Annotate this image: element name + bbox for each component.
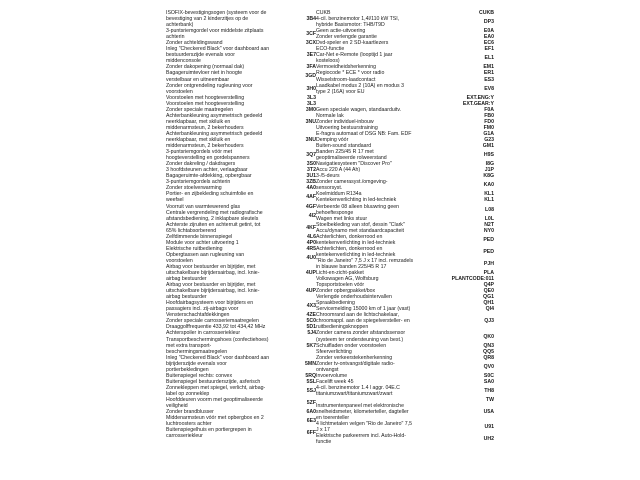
- option-description: Inleg "Checkered Black" voor dashboard aan bestuurderszijde evenals voor middenconsole: [166, 46, 270, 65]
- option-code: 5SL: [306, 378, 316, 385]
- option-code: SA0: [483, 378, 494, 385]
- option-code: EXT.ENG:Y: [466, 94, 494, 101]
- option-description: Bagageruimte-afdekking, opbergbaar: [166, 173, 252, 180]
- option-description: Voorstoelen met hoogteverstelling: [166, 100, 245, 107]
- option-row: [166, 264, 316, 282]
- option-code: 5RQ: [305, 372, 316, 379]
- option-description: Uitvoering bestuurstraining: [316, 124, 378, 131]
- option-code: PED: [483, 248, 494, 255]
- option-description: Zonder achteldingswand: [166, 40, 223, 47]
- option-code: 3FA: [306, 64, 316, 71]
- option-code: 5SJ: [306, 387, 316, 394]
- option-description: Achterlichten, donkerrood en kentekenverlichting in led-techniek: [316, 245, 396, 258]
- option-code: 4UP: [305, 288, 316, 295]
- option-code: 3GD: [305, 73, 316, 80]
- option-code: 4I2: [308, 212, 316, 219]
- option-code: QN3: [483, 342, 494, 349]
- option-description: Achterbankleuning asymmetrisch gedeeld neerklapbaar, met skiluik en middenarmsteun, 2 bekerhouders: [166, 130, 263, 150]
- option-row: [166, 210, 316, 222]
- option-code: F0A: [484, 106, 494, 113]
- option-code: PJH: [483, 260, 494, 267]
- option-code: ER1: [483, 70, 494, 77]
- option-description: Achterbankleuning asymmetrisch gedeeld neerklapbaar, met skiluik en middenarmsteun, 2 bekerhouders: [166, 112, 263, 131]
- option-description: Opbergtassen aan rugleuning van voorstoelen: [166, 251, 245, 264]
- option-code: UH2: [483, 436, 494, 443]
- option-description: 3 hoofdsteunen achter, verlaagbaar: [166, 167, 248, 174]
- option-code: QV0: [483, 363, 494, 370]
- option-code: L08: [485, 206, 494, 213]
- option-code: NY0: [483, 227, 494, 234]
- option-row: [316, 52, 494, 64]
- option-row: [316, 330, 494, 342]
- option-row: [166, 385, 316, 397]
- option-description: Zelfdimmende binnenspiegel: [166, 233, 233, 240]
- option-description: Koelmiddum R134a: [316, 191, 362, 198]
- option-description: Achterspoiler in carrosseriekleur: [166, 330, 241, 337]
- option-description: 4-cil. benzinemotor 1,4l/110 kW TSI, hybride Basismotor: THB/T9D: [316, 16, 400, 29]
- option-row: [316, 234, 494, 246]
- option-description: Buitenspiegel rechts: convex: [166, 372, 233, 379]
- option-row: [166, 427, 316, 439]
- option-code: G1A: [483, 130, 494, 137]
- option-code: FB0: [484, 112, 494, 119]
- option-code: 3E7: [306, 52, 316, 59]
- option-code: 4GF: [305, 203, 316, 210]
- option-description: 3-puntsriemgordels vóór met hoogteverstelling en gordelspanners: [166, 149, 250, 162]
- option-description: Zonder verlengde garantie: [316, 34, 377, 41]
- option-code: K8G: [483, 173, 494, 180]
- option-description: Zonder individuel-inbouw: [316, 118, 374, 125]
- option-description: Servicemelding 15000 km of 1 jaar (vast): [316, 306, 411, 313]
- option-description: Geen speciale wagen, standaarduitv.: [316, 106, 401, 113]
- option-code: S0C: [483, 372, 494, 379]
- option-code: 4U0: [306, 254, 316, 261]
- option-row: [166, 113, 316, 131]
- option-code: 4L6: [307, 233, 316, 240]
- option-description: E-fragra automaat of DSG NB: Fam. EDF: [316, 130, 412, 137]
- option-row: [166, 83, 316, 95]
- option-description: ISOFIX-bevestigingsogen (systeem voor de bevestiging van 2 kinderzitjes op de achterbank): [166, 10, 267, 29]
- option-code: 3NU: [305, 118, 316, 125]
- option-code: 6A0: [306, 409, 316, 416]
- option-description: Zonder dakopening (normaal dak): [166, 64, 245, 71]
- option-code: J1P: [484, 167, 494, 174]
- option-description: Verlengde onderhoudsintervallen: [316, 294, 392, 301]
- option-row: [166, 282, 316, 300]
- option-code: 3U1: [306, 173, 316, 180]
- option-description: Voorstoelen met hoogteverstelling: [166, 94, 245, 101]
- option-code: QH1: [483, 300, 494, 307]
- option-code: EXT.GEAR:Y: [462, 100, 494, 107]
- option-description: Regiocode * ECE * voor radio: [316, 70, 385, 77]
- option-description: Navigatiesysteem "Discover Pro": [316, 161, 392, 168]
- option-code: 4A0: [306, 185, 316, 192]
- option-code: 3Q7: [306, 152, 316, 159]
- option-row: [316, 385, 494, 397]
- option-code: G23: [484, 136, 494, 143]
- option-code: L0L: [484, 215, 494, 222]
- option-description: Elektrische parkeerrem incl. Auto-Hold- functie: [316, 433, 406, 446]
- option-code: QI4: [485, 306, 494, 313]
- option-row: [166, 28, 316, 40]
- option-code: 5K7: [306, 342, 316, 349]
- option-row: [166, 70, 316, 82]
- option-description: Zonnekleppen met spiegel, verlicht, airbag- label op zonneklep: [166, 384, 266, 397]
- option-description: 3-puntsriemgordels achterin: [166, 179, 231, 186]
- option-description: Centrale vergrendeling met radiografische afstandsbediening, 2 inklapbare sleutels: [166, 209, 263, 222]
- option-code: 3H0: [306, 85, 316, 92]
- option-description: Volkswagen AG, Wolfsburg: [316, 276, 379, 283]
- option-description: Draaggolffrequentie 433,92 tot 434,42 MHz: [166, 324, 266, 331]
- option-row: [316, 246, 494, 258]
- option-code: 5ZF: [306, 400, 316, 407]
- option-code: 4R5: [306, 245, 316, 252]
- option-row: [166, 355, 316, 373]
- option-row: [166, 149, 316, 161]
- option-description: Car-Net e-Remote (looptijd 1 jaar kosteloos): [316, 52, 393, 65]
- option-code: 5C0: [306, 318, 316, 325]
- option-code: 3CX: [305, 40, 316, 47]
- option-row: [166, 191, 316, 203]
- option-row: [316, 149, 494, 161]
- option-row: [166, 415, 316, 427]
- option-description: "Rio de Janeiro" 7,5 J x 17 incl. remzadels in blauwe banden 225/45 R 17: [316, 257, 414, 270]
- option-description: Middenarmsteun vóór met opbergbox en 2 luchtroosters achter: [166, 415, 264, 428]
- option-code: EF1: [484, 46, 494, 53]
- option-code: 3T2: [307, 167, 316, 174]
- option-description: 3-/5-deurs: [316, 173, 340, 180]
- option-code: 4KF: [306, 224, 316, 231]
- option-row: [316, 361, 494, 373]
- option-row: [316, 403, 494, 421]
- option-code: H9S: [483, 152, 494, 159]
- option-code: U5A: [483, 409, 494, 416]
- option-code: CUKB: [479, 10, 494, 16]
- option-description: Buitenspiegelhuis en portiergrepen in carrosseriekleur: [166, 427, 252, 440]
- option-description: Zonder brandblusser: [166, 409, 214, 416]
- option-row: [166, 222, 316, 234]
- option-description: Banden 225/45 R 17 met geoptimaliseerde rolweerstand: [316, 149, 387, 162]
- option-code: 3L3: [307, 100, 316, 107]
- option-code: GM1: [482, 143, 494, 150]
- option-description: Airbag voor bestuurder en bijrijder, met uitschakelbare bijrijdersairbag, incl. knie- airbag bestuurder: [166, 263, 260, 283]
- option-description: ECO-functie: [316, 46, 345, 53]
- option-code: QG1: [483, 294, 494, 301]
- option-description: 3-puntsriemgordel voor middelste zitplaats achterin: [166, 28, 264, 41]
- option-description: Hoofddeuren voorm met geoptimaliseerde veiligheid: [166, 397, 263, 410]
- option-code: PED: [483, 236, 494, 243]
- option-code: TH8: [484, 387, 494, 394]
- option-description: CUKB: [316, 10, 331, 16]
- option-code: Q4P: [483, 282, 494, 289]
- option-row: [166, 46, 316, 64]
- option-code: 4AF: [306, 194, 316, 201]
- option-code: I8G: [485, 161, 494, 168]
- option-description: Zonder ontgrendeling rugleuning voor voorstoelen: [166, 82, 253, 95]
- option-description: Geen actie-uitvoering: [316, 28, 366, 35]
- option-description: Chroomrand aan de lichtschakelaar, chroomappl. aan de spiegelversteller- en ruitbedieningsknoppen: [316, 312, 410, 331]
- option-code: KL1: [484, 191, 494, 198]
- option-description: Elektrische ruitbediening: [166, 245, 223, 252]
- option-description: Kentekenverlichting in led-techniek: [316, 197, 397, 204]
- option-description: Module voor achter uitvoering 1: [166, 239, 239, 246]
- option-description: Demping vóór: [316, 136, 349, 143]
- option-description: Portier- en zijbekleding schuimfolie en weefsel: [166, 191, 254, 204]
- option-code: EC6: [483, 40, 494, 47]
- option-code: KL1: [484, 197, 494, 204]
- option-description: Instrumentenpaneel met elektronische snelheidsmeter, kilometerteller, dagteller en toerenteller: [316, 403, 409, 422]
- option-code: 5MN: [305, 360, 316, 367]
- option-description: Buitenspiegel bestuurderszijde, asferisch: [166, 378, 261, 385]
- option-code: FD0: [484, 118, 494, 125]
- option-code: PLANTCODE:011: [451, 276, 494, 283]
- option-description: 4-cil. benzinemotor 1.4 l aggr. 04E.C titaniumzwart/titaniumzwart/zwart: [316, 384, 400, 397]
- option-description: 4 lichtmetalen velgen "Rio de Janeiro" 7,5 J x 17: [316, 421, 412, 434]
- option-code: 3CF: [306, 31, 316, 38]
- option-row: [316, 204, 494, 216]
- option-description: Zonder speciale carrosseriemaatregelen: [166, 318, 259, 325]
- options-column-right: [316, 10, 494, 445]
- option-description: Airbag voor bestuurder en bijrijder, met uitschakelbare bijrijdersairbag, incl. knie- airbag bestuurder: [166, 282, 260, 301]
- option-code: FM0: [483, 124, 494, 131]
- option-description: Spraakbediening: [316, 300, 355, 307]
- option-description: Licht-en-zicht-pakket: [316, 270, 364, 277]
- option-description: Topsportstoelen vóór: [316, 282, 365, 289]
- option-code: EA0: [483, 34, 494, 41]
- option-row: [166, 300, 316, 312]
- option-code: QQ5: [483, 348, 494, 355]
- option-description: Buiten-sound standaard: [316, 143, 372, 150]
- option-code: 4UP: [305, 270, 316, 277]
- option-code: EM1: [483, 64, 494, 71]
- option-code: KA0: [483, 182, 494, 189]
- option-description: Zonder verkeerstekenherkenning: [316, 354, 393, 361]
- option-description: Voorruit van warmtewerend glas: [166, 203, 241, 210]
- option-description: Zonder camera zonder afstandssensor (systeem ter ondersteuning van best.): [316, 330, 406, 343]
- option-description: Dvd-speler en 2 SD-kaartlezers: [316, 40, 389, 47]
- option-code: EV8: [484, 85, 494, 92]
- option-code: QR8: [483, 354, 494, 361]
- option-description: Inleg "Checkered Black" voor dashboard aan bijrijderszijde evenals voor portierbekledingen: [166, 354, 270, 373]
- option-code: QJ3: [484, 318, 494, 325]
- option-code: 3M0: [305, 106, 316, 113]
- option-description: Sfeerverlichting: [316, 348, 352, 355]
- option-code: E0A: [483, 28, 494, 35]
- option-code: PLA: [483, 270, 494, 277]
- option-description: Verbeerde 08 alleen bluuwring geen behoeftesponge: [316, 203, 400, 216]
- option-description: Zonder stoelverwarming: [166, 185, 222, 192]
- option-row: [166, 337, 316, 355]
- option-description: Achterlichten, donkerrood en kentekenverlichting in led-techniek: [316, 233, 396, 246]
- option-code: 6FF: [306, 430, 316, 437]
- option-code: QK0: [483, 333, 494, 340]
- option-description: Accu 220 A (44 Ah): [316, 167, 361, 174]
- option-code: 4ZE: [306, 312, 316, 319]
- option-row: [166, 252, 316, 264]
- option-row: [166, 10, 316, 28]
- option-row: [316, 83, 494, 95]
- option-description: Achterste zijruiten en achterruit getint, tot 65% lichtabsorberend: [166, 221, 261, 234]
- option-description: Bagageruimtevloer niet in hoogte verstelbaar en uitneembaar: [166, 70, 243, 83]
- option-code: 3L3: [307, 94, 316, 101]
- option-description: Facelift week 45: [316, 378, 354, 385]
- option-code: 3NU: [305, 136, 316, 143]
- option-code: QE0: [483, 288, 494, 295]
- option-description: Schuifladen onder voorstoelen: [316, 342, 387, 349]
- option-row: [166, 397, 316, 409]
- option-description: Invoervolume: [316, 372, 348, 379]
- option-row: [166, 131, 316, 149]
- option-code: 3S0: [306, 161, 316, 168]
- option-row: [316, 258, 494, 270]
- option-code: 4P0: [306, 239, 316, 246]
- option-description: Zonder camerasyst./omgeving- sensorsyst.: [316, 179, 388, 192]
- option-description: Accu/dynamo met standaardcapaciteit: [316, 227, 404, 234]
- option-description: Zonder speciale maatregelen: [166, 106, 234, 113]
- option-code: DP3: [483, 19, 494, 26]
- option-row: [316, 421, 494, 433]
- option-description: Zonder opbergpakket/box: [316, 288, 376, 295]
- option-code: 3ZB: [306, 179, 316, 186]
- option-description: Stoelbekleding van stof, dessin "Clark": [316, 221, 405, 228]
- option-code: U91: [484, 424, 494, 431]
- option-code: 5D1: [306, 324, 316, 331]
- option-description: Vensterschachtafdekkingen: [166, 312, 230, 319]
- option-description: Wisselstroom-laadcontact: [316, 76, 376, 83]
- option-code: 6E3: [306, 418, 316, 425]
- option-code: 3B4: [306, 16, 316, 23]
- option-description: Transportbeschermingshoes (confectiehoes) met extra transport- beschermingsmaatregelen: [166, 336, 269, 355]
- option-row: [316, 179, 494, 191]
- option-description: Vermoeidheidsherkenning: [316, 64, 376, 71]
- option-description: Hoofdairbagsysteem voor bijrijders en passagiers incl. zij-airbags voor: [166, 300, 254, 313]
- option-description: Laadkabel modus 2 (10A) en modus 3 type 2 (16A) voor EU: [316, 82, 404, 95]
- option-row: [316, 312, 494, 330]
- option-code: 5J4: [307, 330, 316, 337]
- option-code: N2T: [484, 221, 494, 228]
- option-description: Zonder tv-ontvangst/digitale radio- ontvangst: [316, 360, 395, 373]
- option-code: ES3: [484, 76, 494, 83]
- option-code: 4X3: [306, 303, 316, 310]
- option-row: [316, 433, 494, 445]
- option-row: [316, 16, 494, 28]
- option-description: Zonder dakreling / dakdragers: [166, 161, 236, 168]
- option-description: Wagen met links stuur: [316, 215, 368, 222]
- option-description: Normale lak: [316, 112, 344, 119]
- options-column-left: [166, 10, 316, 439]
- option-code: TW: [485, 397, 494, 403]
- option-code: EL1: [484, 55, 494, 62]
